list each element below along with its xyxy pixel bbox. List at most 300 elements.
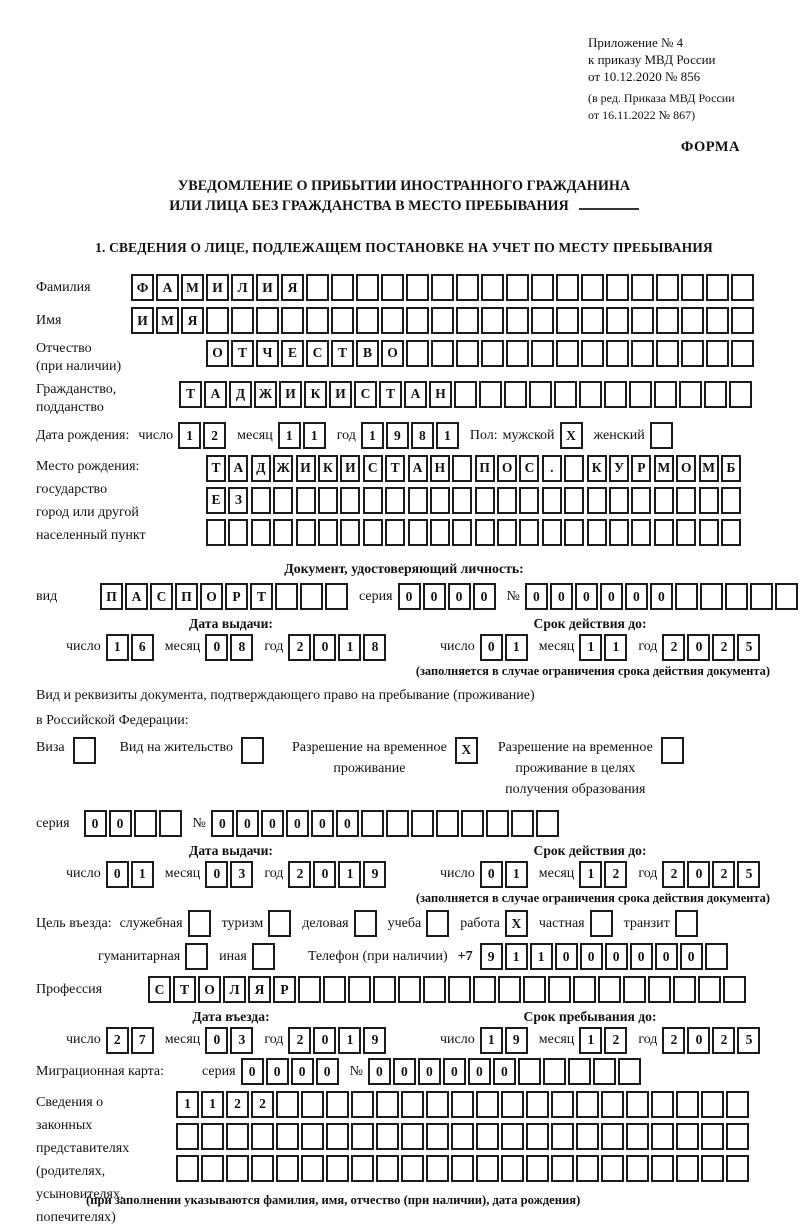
char-cell[interactable] (461, 810, 484, 837)
char-cell[interactable] (354, 910, 377, 937)
purpose-official-checkbox[interactable] (188, 910, 213, 937)
char-cell[interactable]: 1 (176, 1091, 199, 1118)
char-cell[interactable]: 1 (106, 634, 129, 661)
char-cell[interactable]: 2 (288, 1027, 311, 1054)
char-cell[interactable] (256, 307, 279, 334)
char-cell[interactable] (436, 810, 459, 837)
char-cell[interactable] (473, 976, 496, 1003)
char-cell[interactable] (451, 1091, 474, 1118)
char-cell[interactable] (386, 810, 409, 837)
char-cell[interactable] (426, 1091, 449, 1118)
char-cell[interactable]: X (455, 737, 478, 764)
char-cell[interactable]: 8 (411, 422, 434, 449)
char-cell[interactable]: 0 (286, 810, 309, 837)
char-cell[interactable] (598, 976, 621, 1003)
char-cell[interactable] (731, 274, 754, 301)
char-cell[interactable]: 0 (650, 583, 673, 610)
char-cell[interactable]: Ж (254, 381, 277, 408)
char-cell[interactable]: 2 (288, 634, 311, 661)
char-cell[interactable] (706, 307, 729, 334)
char-cell[interactable] (406, 307, 429, 334)
char-cell[interactable]: 1 (505, 943, 528, 970)
char-cell[interactable]: Р (225, 583, 248, 610)
char-cell[interactable]: 1 (436, 422, 459, 449)
char-cell[interactable] (408, 487, 428, 514)
char-cell[interactable] (481, 307, 504, 334)
char-cell[interactable] (241, 737, 264, 764)
char-cell[interactable]: Т (231, 340, 254, 367)
char-cell[interactable] (475, 487, 495, 514)
char-cell[interactable] (676, 1091, 699, 1118)
char-cell[interactable] (376, 1123, 399, 1150)
char-cell[interactable] (701, 1123, 724, 1150)
char-cell[interactable] (587, 487, 607, 514)
char-cell[interactable] (750, 583, 773, 610)
char-cell[interactable]: О (200, 583, 223, 610)
char-cell[interactable] (385, 487, 405, 514)
char-cell[interactable] (731, 307, 754, 334)
char-cell[interactable] (729, 381, 752, 408)
char-cell[interactable] (606, 307, 629, 334)
char-cell[interactable]: Е (206, 487, 226, 514)
char-cell[interactable] (651, 1123, 674, 1150)
char-cell[interactable] (296, 519, 316, 546)
char-cell[interactable] (351, 1091, 374, 1118)
char-cell[interactable] (731, 340, 754, 367)
char-cell[interactable] (568, 1058, 591, 1085)
char-cell[interactable] (551, 1123, 574, 1150)
char-cell[interactable] (726, 1091, 749, 1118)
char-cell[interactable] (497, 519, 517, 546)
char-cell[interactable]: 0 (468, 1058, 491, 1085)
char-cell[interactable]: Л (231, 274, 254, 301)
char-cell[interactable] (226, 1155, 249, 1182)
char-cell[interactable] (356, 307, 379, 334)
char-cell[interactable] (476, 1123, 499, 1150)
char-cell[interactable]: 0 (336, 810, 359, 837)
char-cell[interactable]: 1 (530, 943, 553, 970)
char-cell[interactable] (318, 519, 338, 546)
char-cell[interactable]: 1 (338, 634, 361, 661)
char-cell[interactable] (506, 340, 529, 367)
char-cell[interactable]: И (256, 274, 279, 301)
char-cell[interactable] (542, 487, 562, 514)
char-cell[interactable] (590, 910, 613, 937)
char-cell[interactable]: 2 (203, 422, 226, 449)
char-cell[interactable] (348, 976, 371, 1003)
char-cell[interactable] (651, 1091, 674, 1118)
char-cell[interactable] (431, 274, 454, 301)
char-cell[interactable]: 0 (311, 810, 334, 837)
char-cell[interactable] (593, 1058, 616, 1085)
purpose-study-checkbox[interactable] (426, 910, 451, 937)
option-temp-residence-checkbox[interactable] (455, 737, 480, 764)
char-cell[interactable]: 0 (687, 1027, 710, 1054)
char-cell[interactable] (721, 487, 741, 514)
char-cell[interactable]: 1 (278, 422, 301, 449)
char-cell[interactable] (296, 487, 316, 514)
char-cell[interactable] (581, 340, 604, 367)
char-cell[interactable] (676, 1155, 699, 1182)
char-cell[interactable] (601, 1091, 624, 1118)
char-cell[interactable]: 0 (261, 810, 284, 837)
char-cell[interactable] (325, 583, 348, 610)
char-cell[interactable] (475, 519, 495, 546)
char-cell[interactable]: А (204, 381, 227, 408)
sex-female-checkbox[interactable] (650, 422, 675, 449)
char-cell[interactable] (531, 274, 554, 301)
char-cell[interactable]: А (125, 583, 148, 610)
char-cell[interactable] (331, 274, 354, 301)
char-cell[interactable]: А (228, 455, 248, 482)
char-cell[interactable]: 0 (313, 861, 336, 888)
char-cell[interactable]: И (206, 274, 229, 301)
char-cell[interactable] (497, 487, 517, 514)
phone-cells[interactable] (480, 943, 730, 970)
char-cell[interactable]: 0 (480, 634, 503, 661)
char-cell[interactable] (701, 1155, 724, 1182)
char-cell[interactable] (300, 583, 323, 610)
char-cell[interactable]: Л (223, 976, 246, 1003)
char-cell[interactable] (631, 274, 654, 301)
char-cell[interactable]: Ч (256, 340, 279, 367)
char-cell[interactable] (579, 381, 602, 408)
char-cell[interactable] (385, 519, 405, 546)
char-cell[interactable]: 0 (687, 861, 710, 888)
char-cell[interactable]: 3 (230, 861, 253, 888)
char-cell[interactable] (226, 1123, 249, 1150)
char-cell[interactable] (426, 1155, 449, 1182)
char-cell[interactable] (185, 943, 208, 970)
char-cell[interactable] (518, 1058, 541, 1085)
char-cell[interactable]: 7 (131, 1027, 154, 1054)
char-cell[interactable]: 0 (687, 634, 710, 661)
char-cell[interactable]: Т (331, 340, 354, 367)
char-cell[interactable] (306, 274, 329, 301)
char-cell[interactable] (531, 307, 554, 334)
char-cell[interactable]: Е (281, 340, 304, 367)
char-cell[interactable] (273, 519, 293, 546)
option-visa-checkbox[interactable] (73, 737, 98, 764)
char-cell[interactable] (326, 1123, 349, 1150)
char-cell[interactable]: С (519, 455, 539, 482)
char-cell[interactable] (681, 340, 704, 367)
char-cell[interactable]: X (560, 422, 583, 449)
char-cell[interactable]: 5 (737, 1027, 760, 1054)
char-cell[interactable]: О (676, 455, 696, 482)
char-cell[interactable] (551, 1155, 574, 1182)
char-cell[interactable]: 5 (737, 861, 760, 888)
char-cell[interactable]: 0 (84, 810, 107, 837)
char-cell[interactable] (430, 487, 450, 514)
char-cell[interactable] (576, 1091, 599, 1118)
char-cell[interactable] (479, 381, 502, 408)
char-cell[interactable] (698, 976, 721, 1003)
char-cell[interactable]: В (356, 340, 379, 367)
char-cell[interactable] (159, 810, 182, 837)
char-cell[interactable] (676, 519, 696, 546)
char-cell[interactable]: 0 (493, 1058, 516, 1085)
char-cell[interactable] (705, 943, 728, 970)
char-cell[interactable] (228, 519, 248, 546)
char-cell[interactable] (431, 307, 454, 334)
char-cell[interactable] (576, 1155, 599, 1182)
char-cell[interactable]: 3 (230, 1027, 253, 1054)
char-cell[interactable]: А (408, 455, 428, 482)
char-cell[interactable]: 8 (230, 634, 253, 661)
char-cell[interactable]: 0 (443, 1058, 466, 1085)
char-cell[interactable] (481, 340, 504, 367)
char-cell[interactable] (268, 910, 291, 937)
char-cell[interactable]: И (340, 455, 360, 482)
char-cell[interactable]: 0 (473, 583, 496, 610)
char-cell[interactable]: 9 (386, 422, 409, 449)
char-cell[interactable] (252, 943, 275, 970)
char-cell[interactable]: И (329, 381, 352, 408)
char-cell[interactable]: П (475, 455, 495, 482)
char-cell[interactable]: 2 (662, 1027, 685, 1054)
char-cell[interactable]: 0 (605, 943, 628, 970)
char-cell[interactable]: 0 (313, 1027, 336, 1054)
char-cell[interactable]: 1 (303, 422, 326, 449)
char-cell[interactable]: М (181, 274, 204, 301)
char-cell[interactable]: . (542, 455, 562, 482)
char-cell[interactable] (401, 1091, 424, 1118)
char-cell[interactable]: Ф (131, 274, 154, 301)
char-cell[interactable] (726, 1155, 749, 1182)
char-cell[interactable]: Ж (273, 455, 293, 482)
char-cell[interactable]: К (318, 455, 338, 482)
char-cell[interactable] (361, 810, 384, 837)
char-cell[interactable]: 1 (178, 422, 201, 449)
purpose-humanitarian-checkbox[interactable] (185, 943, 210, 970)
char-cell[interactable] (504, 381, 527, 408)
char-cell[interactable] (298, 976, 321, 1003)
char-cell[interactable]: 0 (555, 943, 578, 970)
char-cell[interactable] (676, 487, 696, 514)
char-cell[interactable] (648, 976, 671, 1003)
char-cell[interactable]: С (363, 455, 383, 482)
char-cell[interactable] (529, 381, 552, 408)
char-cell[interactable] (301, 1155, 324, 1182)
char-cell[interactable]: 1 (505, 861, 528, 888)
char-cell[interactable]: Н (430, 455, 450, 482)
char-cell[interactable]: 0 (236, 810, 259, 837)
char-cell[interactable] (426, 910, 449, 937)
option-temp-residence-education-checkbox[interactable] (661, 737, 686, 764)
char-cell[interactable]: 8 (363, 634, 386, 661)
char-cell[interactable] (376, 1091, 399, 1118)
purpose-private-checkbox[interactable] (590, 910, 615, 937)
char-cell[interactable] (452, 455, 472, 482)
char-cell[interactable] (564, 519, 584, 546)
char-cell[interactable] (452, 519, 472, 546)
char-cell[interactable] (476, 1155, 499, 1182)
char-cell[interactable] (373, 976, 396, 1003)
char-cell[interactable]: 0 (205, 1027, 228, 1054)
char-cell[interactable] (406, 340, 429, 367)
char-cell[interactable] (726, 1123, 749, 1150)
char-cell[interactable] (456, 274, 479, 301)
option-residence-permit-checkbox[interactable] (241, 737, 266, 764)
char-cell[interactable]: 0 (368, 1058, 391, 1085)
char-cell[interactable] (631, 307, 654, 334)
char-cell[interactable] (679, 381, 702, 408)
char-cell[interactable]: С (354, 381, 377, 408)
char-cell[interactable]: Я (248, 976, 271, 1003)
char-cell[interactable] (601, 1155, 624, 1182)
char-cell[interactable]: 2 (712, 1027, 735, 1054)
char-cell[interactable]: 0 (205, 861, 228, 888)
char-cell[interactable] (650, 422, 673, 449)
char-cell[interactable]: 2 (712, 861, 735, 888)
char-cell[interactable] (631, 519, 651, 546)
char-cell[interactable] (519, 487, 539, 514)
char-cell[interactable] (501, 1091, 524, 1118)
char-cell[interactable]: 9 (505, 1027, 528, 1054)
char-cell[interactable]: 1 (338, 1027, 361, 1054)
char-cell[interactable]: 1 (579, 634, 602, 661)
char-cell[interactable] (704, 381, 727, 408)
char-cell[interactable]: Т (179, 381, 202, 408)
char-cell[interactable] (526, 1155, 549, 1182)
char-cell[interactable] (251, 1155, 274, 1182)
char-cell[interactable] (564, 487, 584, 514)
char-cell[interactable]: 0 (418, 1058, 441, 1085)
char-cell[interactable]: Я (181, 307, 204, 334)
char-cell[interactable] (501, 1123, 524, 1150)
char-cell[interactable]: 0 (393, 1058, 416, 1085)
char-cell[interactable] (706, 340, 729, 367)
char-cell[interactable] (486, 810, 509, 837)
char-cell[interactable]: 2 (662, 634, 685, 661)
char-cell[interactable] (456, 307, 479, 334)
char-cell[interactable]: 1 (361, 422, 384, 449)
char-cell[interactable]: П (100, 583, 123, 610)
char-cell[interactable] (656, 274, 679, 301)
char-cell[interactable] (661, 737, 684, 764)
char-cell[interactable]: 1 (579, 1027, 602, 1054)
char-cell[interactable] (581, 307, 604, 334)
char-cell[interactable]: Т (250, 583, 273, 610)
char-cell[interactable]: С (148, 976, 171, 1003)
char-cell[interactable] (275, 583, 298, 610)
char-cell[interactable] (176, 1123, 199, 1150)
char-cell[interactable]: Д (251, 455, 271, 482)
char-cell[interactable] (408, 519, 428, 546)
char-cell[interactable] (681, 274, 704, 301)
char-cell[interactable]: 0 (316, 1058, 339, 1085)
char-cell[interactable] (606, 274, 629, 301)
char-cell[interactable] (506, 274, 529, 301)
char-cell[interactable] (548, 976, 571, 1003)
char-cell[interactable] (273, 487, 293, 514)
char-cell[interactable] (318, 487, 338, 514)
char-cell[interactable] (700, 583, 723, 610)
char-cell[interactable]: Р (631, 455, 651, 482)
char-cell[interactable]: У (609, 455, 629, 482)
char-cell[interactable]: 0 (109, 810, 132, 837)
char-cell[interactable] (501, 1155, 524, 1182)
char-cell[interactable]: 1 (505, 634, 528, 661)
char-cell[interactable]: 6 (131, 634, 154, 661)
char-cell[interactable]: И (131, 307, 154, 334)
char-cell[interactable]: К (304, 381, 327, 408)
char-cell[interactable] (323, 976, 346, 1003)
char-cell[interactable] (604, 381, 627, 408)
char-cell[interactable]: Я (281, 274, 304, 301)
char-cell[interactable]: И (279, 381, 302, 408)
char-cell[interactable] (681, 307, 704, 334)
char-cell[interactable]: 0 (106, 861, 129, 888)
char-cell[interactable] (609, 487, 629, 514)
char-cell[interactable] (331, 307, 354, 334)
char-cell[interactable] (581, 274, 604, 301)
char-cell[interactable] (251, 1123, 274, 1150)
char-cell[interactable] (654, 381, 677, 408)
char-cell[interactable]: 0 (680, 943, 703, 970)
char-cell[interactable]: 1 (201, 1091, 224, 1118)
char-cell[interactable] (626, 1091, 649, 1118)
char-cell[interactable] (676, 1123, 699, 1150)
char-cell[interactable] (626, 1123, 649, 1150)
char-cell[interactable]: 0 (423, 583, 446, 610)
char-cell[interactable] (401, 1123, 424, 1150)
char-cell[interactable]: 2 (604, 861, 627, 888)
char-cell[interactable]: 0 (630, 943, 653, 970)
char-cell[interactable] (551, 1091, 574, 1118)
char-cell[interactable] (651, 1155, 674, 1182)
char-cell[interactable]: А (404, 381, 427, 408)
char-cell[interactable] (573, 976, 596, 1003)
char-cell[interactable] (381, 307, 404, 334)
char-cell[interactable]: Т (379, 381, 402, 408)
purpose-transit-checkbox[interactable] (675, 910, 700, 937)
char-cell[interactable]: Т (385, 455, 405, 482)
char-cell[interactable] (519, 519, 539, 546)
char-cell[interactable] (73, 737, 96, 764)
char-cell[interactable] (554, 381, 577, 408)
char-cell[interactable] (451, 1155, 474, 1182)
char-cell[interactable] (542, 519, 562, 546)
char-cell[interactable] (281, 307, 304, 334)
char-cell[interactable]: О (206, 340, 229, 367)
char-cell[interactable] (411, 810, 434, 837)
char-cell[interactable]: 0 (625, 583, 648, 610)
char-cell[interactable] (326, 1091, 349, 1118)
char-cell[interactable] (675, 910, 698, 937)
char-cell[interactable]: С (150, 583, 173, 610)
char-cell[interactable] (481, 274, 504, 301)
sex-male-checkbox[interactable] (560, 422, 585, 449)
char-cell[interactable] (629, 381, 652, 408)
purpose-work-checkbox[interactable] (505, 910, 530, 937)
char-cell[interactable] (176, 1155, 199, 1182)
char-cell[interactable] (476, 1091, 499, 1118)
char-cell[interactable]: Т (173, 976, 196, 1003)
char-cell[interactable] (723, 976, 746, 1003)
char-cell[interactable]: 0 (205, 634, 228, 661)
char-cell[interactable] (363, 487, 383, 514)
char-cell[interactable] (251, 519, 271, 546)
char-cell[interactable] (656, 340, 679, 367)
char-cell[interactable] (543, 1058, 566, 1085)
char-cell[interactable] (448, 976, 471, 1003)
purpose-tourism-checkbox[interactable] (268, 910, 293, 937)
char-cell[interactable] (609, 519, 629, 546)
char-cell[interactable] (775, 583, 798, 610)
char-cell[interactable]: О (497, 455, 517, 482)
